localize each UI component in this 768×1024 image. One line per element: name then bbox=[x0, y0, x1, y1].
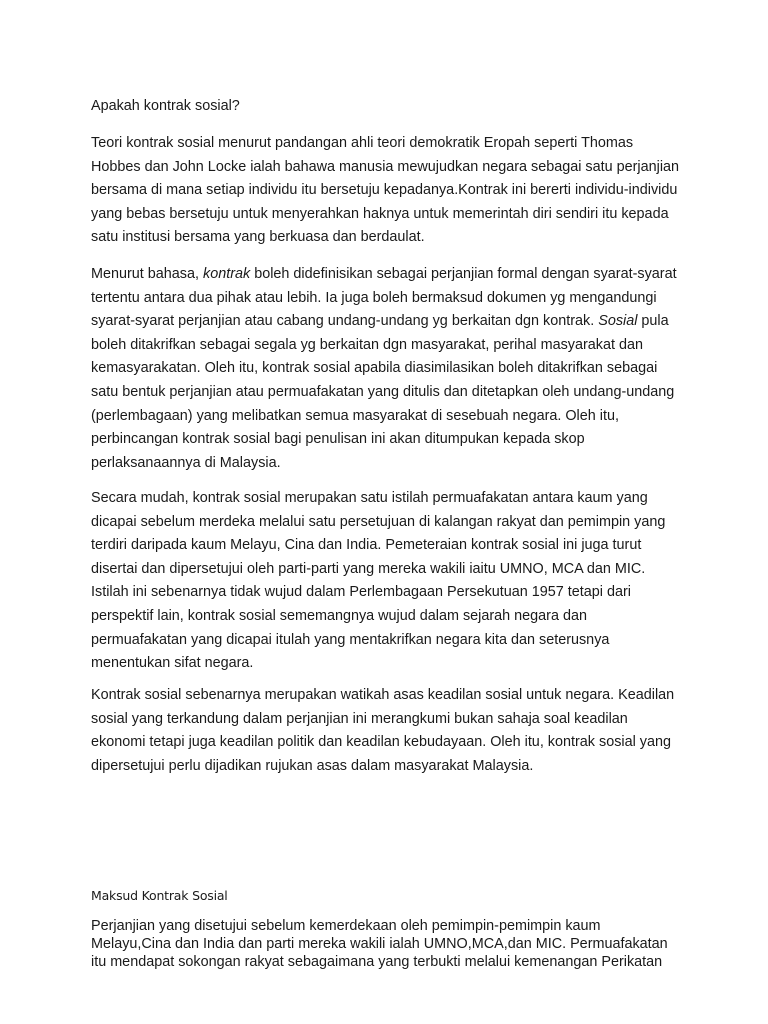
paragraph-meaning bbox=[91, 917, 668, 971]
text-line: disertai dan dipersetujui oleh parti-parti yang mereka wakili iaitu UMNO, MCA dan MIC. bbox=[91, 560, 646, 577]
text-run: syarat-syarat perjanjian atau cabang undang-undang yg berkaitan dgn kontrak. bbox=[91, 313, 599, 330]
italic-term-sosial: Sosial bbox=[598, 313, 638, 330]
text-line bbox=[91, 263, 691, 287]
text-line: perbincangan kontrak sosial bagi penulisan ini akan ditumpukan kepada skop bbox=[91, 431, 585, 448]
text-line: perlaksanaannya di Malaysia. bbox=[91, 454, 281, 471]
text-line: (perlembagaan) yang melibatkan semua masyarakat di sesebuah negara. Oleh itu, bbox=[91, 407, 619, 424]
text-run: Menurut bahasa, bbox=[91, 266, 203, 282]
text-line: itu mendapat sokongan rakyat sebagaimana yang terbukti melalui kemenangan Perikatan bbox=[91, 954, 663, 970]
text-line: dipersetujui perlu dijadikan rujukan asas dalam masyarakat Malaysia. bbox=[91, 757, 534, 774]
section-heading: Maksud Kontrak Sosial bbox=[91, 888, 228, 903]
text-line: satu bentuk perjanjian atau permuafakatan yang ditulis dan ditetapkan oleh undang-undang bbox=[91, 383, 675, 400]
text-run: pula bbox=[637, 313, 669, 330]
question-title: Apakah kontrak sosial? bbox=[91, 98, 240, 114]
text-line: ekonomi tetapi juga keadilan politik dan keadilan kebudayaan. Oleh itu, kontrak sosial yang bbox=[91, 734, 671, 751]
text-line: permuafakatan yang dicapai itulah yang mentakrifkan negara kita dan seterusnya bbox=[91, 631, 610, 648]
text-line: perspektif lain, kontrak sosial sememangnya wujud dalam sejarah negara dan bbox=[91, 607, 587, 624]
text-line: tertentu antara dua pihak atau lebih. Ia juga boleh bermaksud dokumen yg mengandungi bbox=[91, 289, 657, 306]
text-line: kemasyarakatan. Oleh itu, kontrak sosial apabila diasimilasikan boleh ditakrifkan sebagai bbox=[91, 360, 658, 377]
text-line: sosial yang terkandung dalam perjanjian ini merangkumi bukan sahaja soal keadilan bbox=[91, 710, 628, 727]
text-line: yang bebas bersetuju untuk menyerahkan haknya untuk memerintah diri sendiri itu kepada bbox=[91, 205, 669, 222]
paragraph-theory bbox=[91, 132, 691, 250]
text-line: bersama di mana setiap individu itu bersetuju kepadanya.Kontrak ini bererti individu-individu bbox=[91, 182, 678, 199]
text-line: Kontrak sosial sebenarnya merupakan watikah asas keadilan sosial untuk negara. Keadilan bbox=[91, 687, 675, 703]
italic-term-kontrak: kontrak bbox=[203, 266, 251, 282]
text-line: satu institusi bersama yang berkuasa dan berdaulat. bbox=[91, 229, 425, 246]
text-line: Teori kontrak sosial menurut pandangan ahli teori demokratik Eropah seperti Thomas bbox=[91, 135, 634, 151]
text-line bbox=[91, 310, 691, 334]
text-line: Hobbes dan John Locke ialah bahawa manusia mewujudkan negara sebagai satu perjanjian bbox=[91, 158, 680, 175]
text-line: terdiri daripada kaum Melayu, Cina dan India. Pemeteraian kontrak sosial ini juga turut bbox=[91, 537, 642, 554]
paragraph-definition bbox=[91, 263, 691, 475]
paragraph-summary bbox=[91, 487, 691, 676]
text-line: menentukan sifat negara. bbox=[91, 655, 254, 672]
text-line: Istilah ini sebenarnya tidak wujud dalam Perlembagaan Persekutuan 1957 tetapi dari bbox=[91, 584, 631, 601]
text-line: Melayu,Cina dan India dan parti mereka wakili ialah UMNO,MCA,dan MIC. Permuafakatan bbox=[91, 936, 668, 952]
text-line: Perjanjian yang disetujui sebelum kemerdekaan oleh pemimpin-pemimpin kaum bbox=[91, 918, 601, 934]
text-line: dicapai sebelum merdeka melalui satu persetujuan di kalangan rakyat dan pemimpin yang bbox=[91, 513, 666, 530]
paragraph-justice bbox=[91, 684, 691, 778]
text-run: boleh didefinisikan sebagai perjanjian formal dengan syarat-syarat bbox=[250, 266, 677, 282]
text-line: Secara mudah, kontrak sosial merupakan satu istilah permuafakatan antara kaum yang bbox=[91, 490, 648, 506]
text-line: boleh ditakrifkan sebagai segala yg berkaitan dgn masyarakat, perihal masyarakat dan bbox=[91, 336, 643, 353]
